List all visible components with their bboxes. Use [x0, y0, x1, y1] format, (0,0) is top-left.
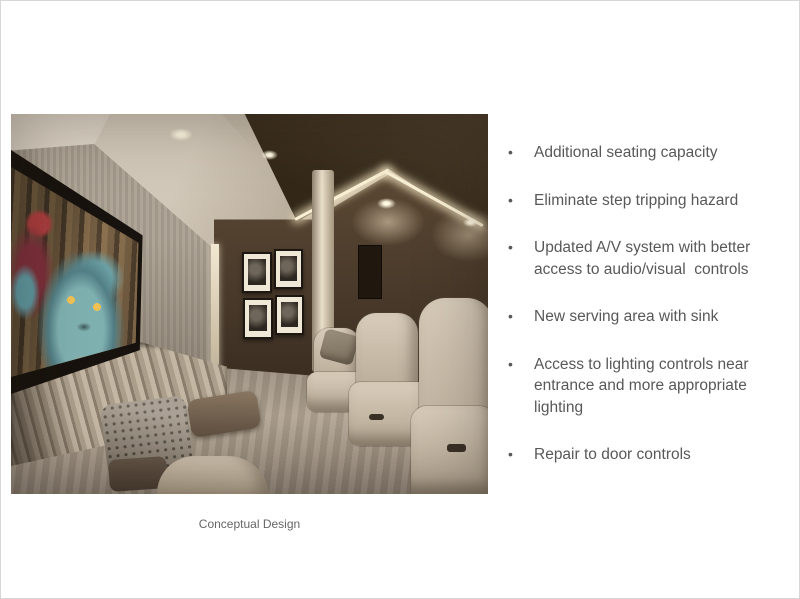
bullet-item [505, 306, 767, 328]
bullet-text: Updated A/V system with better access to audio/visual controls [534, 239, 755, 278]
bullet-marker: • [508, 144, 513, 160]
bullet-text: Eliminate step tripping hazard [534, 191, 739, 209]
bullet-marker: • [508, 239, 513, 255]
bullet-text: New serving area with sink [534, 308, 719, 325]
conceptual-design-photo [11, 114, 488, 494]
bullet-text: Repair to door controls [534, 446, 691, 463]
bullet-text: Access to lighting controls near entrance and more appropriate lighting [534, 355, 753, 416]
bullet-item [505, 142, 767, 164]
bullet-marker: • [508, 308, 513, 324]
vignette-overlay [11, 114, 488, 494]
bullet-item [505, 237, 767, 280]
bullet-text: Additional seating capacity [534, 144, 718, 161]
bullet-item [505, 354, 767, 419]
bullet-marker: • [508, 355, 513, 372]
bullet-item [505, 444, 767, 466]
bullet-list [505, 142, 767, 492]
bullet-marker: • [508, 191, 513, 208]
photo-caption: Conceptual Design [198, 517, 301, 531]
bullet-item [505, 190, 767, 212]
bullet-marker: • [508, 446, 513, 462]
